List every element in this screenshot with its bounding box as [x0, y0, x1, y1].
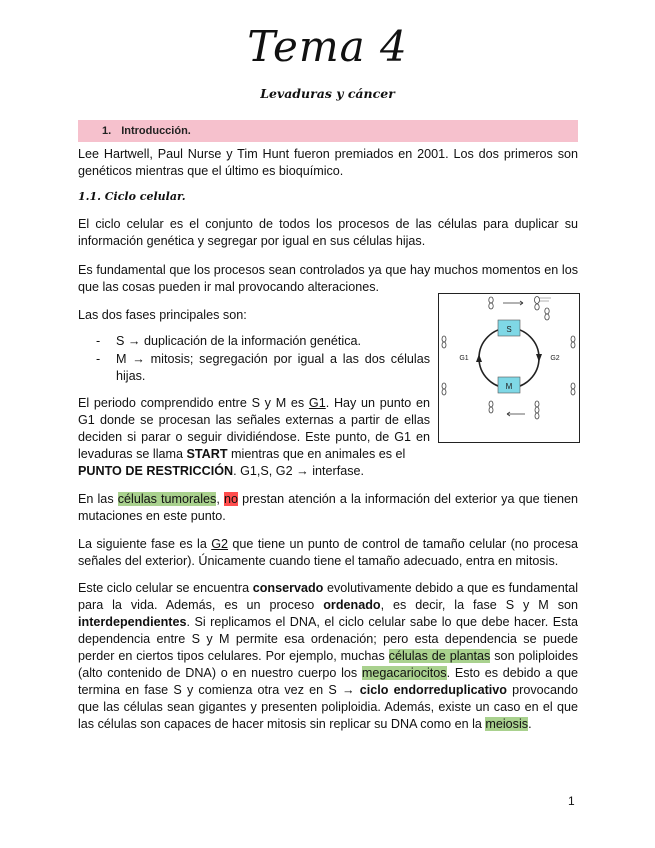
g2-term: G2 — [211, 537, 229, 551]
paragraph-conserved — [78, 580, 578, 733]
highlight-plant-cells: células de plantas — [388, 649, 491, 663]
text-run: . Si replicamos el DNA, el ciclo celular sabe lo que debe hacer. Esta dependencia entre S y M permite esa ordenación; pero esta dependencia se puede perder en ciertos tipos celulares. Por ejemplo, muchas — [78, 615, 578, 663]
page-number: 1 — [568, 794, 575, 808]
cell-cycle-diagram — [439, 294, 579, 442]
paragraph-control: Es fundamental que los procesos sean controlados ya que hay muchos momentos en los que las cosas pueden ir mal provocando alteraciones. — [78, 263, 578, 294]
g1-term: G1 — [308, 396, 326, 410]
restriction-point-term: PUNTO DE RESTRICCIÓN — [78, 464, 234, 478]
paragraph-g1 — [78, 395, 430, 463]
text-run: son poliploides (alto contenido de DNA) o en nuestro cuerpo los — [78, 649, 579, 680]
text-run: En las — [78, 492, 118, 506]
arrow-up-icon — [476, 354, 482, 362]
section-title: Introducción. — [121, 125, 191, 137]
term-endoreduplicative: ciclo endorreduplicativo — [359, 683, 507, 697]
term-interdependent: interdependientes — [78, 615, 187, 629]
text-run: provocando que las células sean gigantes y presenten poliploidia. Además, existe un caso en el que las células son capaces de hacer mitosis sin replicar su DNA como en la — [78, 683, 578, 731]
text-run: La siguiente fase es la — [78, 537, 212, 551]
term-conserved: conservado — [252, 581, 324, 595]
g1-phase-label: G1 — [459, 355, 469, 362]
text-run: que tiene un punto de control de tamaño celular (no procesa señales del exterior). Únicamente cuando tiene el tamaño adecuado, entra en mitosis. — [78, 537, 578, 568]
highlight-meiosis: meiosis — [485, 717, 529, 731]
highlight-tumor-cells: células tumorales — [117, 492, 217, 506]
term-ordered: ordenado — [323, 598, 381, 612]
text-run: evolutivamente debido a que es fundamental para la vida. Además, es un proceso — [78, 581, 578, 612]
list-item — [96, 351, 430, 385]
s-phase-label: S — [506, 325, 512, 334]
paragraph-cycle-definition: El ciclo celular es el conjunto de todos los procesos de las células para duplicar su información genética y segregar por igual en sus células hijas. — [78, 217, 578, 248]
page-subtitle: Levaduras y cáncer — [260, 86, 395, 101]
page-title: Tema 4 — [247, 22, 408, 71]
list-item-text: S → duplicación de la información genética. — [116, 334, 362, 348]
text-run: , — [216, 492, 224, 506]
start-term: START — [186, 447, 228, 461]
section-number: 1. — [102, 125, 112, 137]
paragraph-g1-end — [78, 463, 578, 480]
arrow-down-icon — [536, 354, 542, 362]
text-run: . Esto es debido a que termina en fase S y comienza otra vez en S → — [78, 666, 578, 697]
text-run: mientras que en animales es el — [227, 447, 406, 461]
text-run: Este ciclo celular se encuentra — [78, 581, 253, 595]
text-run: , es decir, la fase S y M son — [380, 598, 579, 612]
text-run: El periodo comprendido entre S y M es — [78, 396, 309, 410]
paragraph-g2 — [78, 536, 578, 570]
list-item — [96, 333, 430, 350]
list-dash: - — [96, 352, 101, 366]
text-run: prestan atención a la información del exterior ya que tienen mutaciones en este punto. — [78, 492, 578, 523]
cell-cycle-figure — [438, 293, 580, 443]
section-heading-bar — [78, 120, 578, 142]
intro-paragraph: Lee Hartwell, Paul Nurse y Tim Hunt fueron premiados en 2001. Los dos primeros son genéticos mientras que el último es bioquímico. — [78, 147, 578, 178]
highlight-megakaryocytes: megacariocitos — [361, 666, 447, 680]
paragraph-phases-intro: Las dos fases principales son: — [78, 308, 247, 322]
text-run: . Hay un punto en G1 donde se procesan las señales externas a partir de ellas deciden si parar o seguir dividiéndose. Este punto, de G1 en levaduras se llama — [78, 396, 431, 461]
m-phase-label: M — [505, 382, 513, 391]
subsection-title: 1.1. Ciclo celular. — [78, 190, 186, 203]
list-item-text: M → mitosis; segregación por igual a las dos células hijas. — [116, 352, 430, 383]
text-run: . G1,S, G2 → interfase. — [233, 464, 364, 478]
paragraph-tumor-cells — [78, 491, 578, 525]
g2-phase-label: G2 — [550, 355, 560, 362]
highlight-no: no — [223, 492, 238, 506]
text-run: . — [528, 717, 532, 731]
list-dash: - — [96, 334, 101, 348]
